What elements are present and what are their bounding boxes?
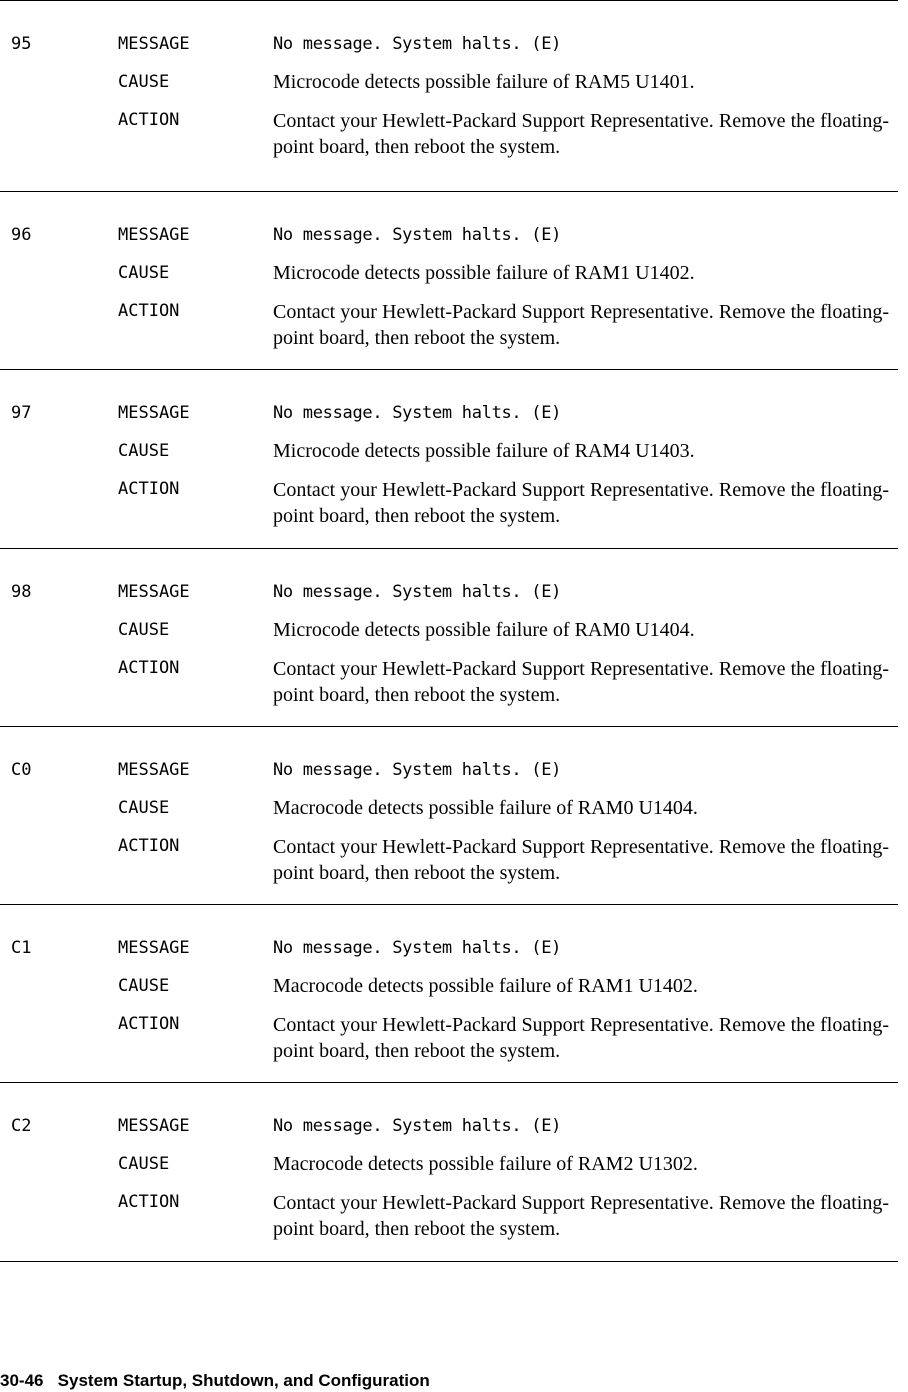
message-text: No message. System halts. (E) bbox=[273, 938, 562, 958]
message-label: MESSAGE bbox=[118, 760, 190, 780]
cause-label: CAUSE bbox=[118, 976, 170, 996]
error-entry-c1 bbox=[0, 904, 898, 1083]
cause-label: CAUSE bbox=[118, 72, 170, 92]
message-label: MESSAGE bbox=[118, 1116, 190, 1136]
cause-label: CAUSE bbox=[118, 798, 170, 818]
cause-label: CAUSE bbox=[118, 620, 170, 640]
action-text: Contact your Hewlett-Packard Support Representative. Remove the floating-point board, then reboot the system. bbox=[273, 658, 889, 706]
message-label: MESSAGE bbox=[118, 582, 190, 602]
action-label: ACTION bbox=[118, 479, 180, 499]
action-label: ACTION bbox=[118, 836, 180, 856]
cause-label: CAUSE bbox=[118, 263, 170, 283]
message-label: MESSAGE bbox=[118, 225, 190, 245]
message-text: No message. System halts. (E) bbox=[273, 34, 562, 54]
message-text: No message. System halts. (E) bbox=[273, 1116, 562, 1136]
action-text: Contact your Hewlett-Packard Support Representative. Remove the floating-point board, then reboot the system. bbox=[273, 1014, 889, 1062]
action-text: Contact your Hewlett-Packard Support Representative. Remove the floating-point board, then reboot the system. bbox=[273, 301, 889, 349]
error-entry-96 bbox=[0, 191, 898, 370]
cause-label: CAUSE bbox=[118, 1154, 170, 1174]
action-text: Contact your Hewlett-Packard Support Representative. Remove the floating-point board, then reboot the system. bbox=[273, 110, 889, 158]
cause-text: Macrocode detects possible failure of RAM2 U1302. bbox=[273, 1153, 698, 1175]
error-code: C2 bbox=[11, 1116, 32, 1136]
message-label: MESSAGE bbox=[118, 938, 190, 958]
message-text: No message. System halts. (E) bbox=[273, 225, 562, 245]
message-text: No message. System halts. (E) bbox=[273, 403, 562, 423]
error-code: 98 bbox=[11, 582, 32, 602]
action-label: ACTION bbox=[118, 301, 180, 321]
page-number: 30-46 bbox=[0, 1371, 44, 1390]
cause-text: Microcode detects possible failure of RAM0 U1404. bbox=[273, 619, 695, 641]
page-footer bbox=[0, 1370, 430, 1392]
cause-text: Microcode detects possible failure of RAM4 U1403. bbox=[273, 440, 695, 462]
error-entry-c0 bbox=[0, 726, 898, 905]
error-entry-c2 bbox=[0, 1082, 898, 1262]
error-code: C0 bbox=[11, 760, 32, 780]
error-entry-97 bbox=[0, 369, 898, 548]
cause-text: Microcode detects possible failure of RAM5 U1401. bbox=[273, 71, 695, 93]
message-label: MESSAGE bbox=[118, 34, 190, 54]
action-label: ACTION bbox=[118, 658, 180, 678]
cause-text: Macrocode detects possible failure of RAM1 U1402. bbox=[273, 975, 698, 997]
message-text: No message. System halts. (E) bbox=[273, 760, 562, 780]
error-code: 95 bbox=[11, 34, 32, 54]
action-text: Contact your Hewlett-Packard Support Representative. Remove the floating-point board, then reboot the system. bbox=[273, 1192, 889, 1240]
message-label: MESSAGE bbox=[118, 403, 190, 423]
error-code: 96 bbox=[11, 225, 32, 245]
error-code: 97 bbox=[11, 403, 32, 423]
message-text: No message. System halts. (E) bbox=[273, 582, 562, 602]
cause-text: Macrocode detects possible failure of RAM0 U1404. bbox=[273, 797, 698, 819]
error-entry-98 bbox=[0, 548, 898, 727]
section-title: System Startup, Shutdown, and Configuration bbox=[57, 1371, 430, 1390]
error-entry-95 bbox=[0, 0, 898, 179]
action-label: ACTION bbox=[118, 1014, 180, 1034]
error-code: C1 bbox=[11, 938, 32, 958]
cause-label: CAUSE bbox=[118, 441, 170, 461]
action-text: Contact your Hewlett-Packard Support Representative. Remove the floating-point board, then reboot the system. bbox=[273, 479, 889, 527]
action-label: ACTION bbox=[118, 1192, 180, 1212]
action-text: Contact your Hewlett-Packard Support Representative. Remove the floating-point board, then reboot the system. bbox=[273, 836, 889, 884]
cause-text: Microcode detects possible failure of RAM1 U1402. bbox=[273, 262, 695, 284]
action-label: ACTION bbox=[118, 110, 180, 130]
